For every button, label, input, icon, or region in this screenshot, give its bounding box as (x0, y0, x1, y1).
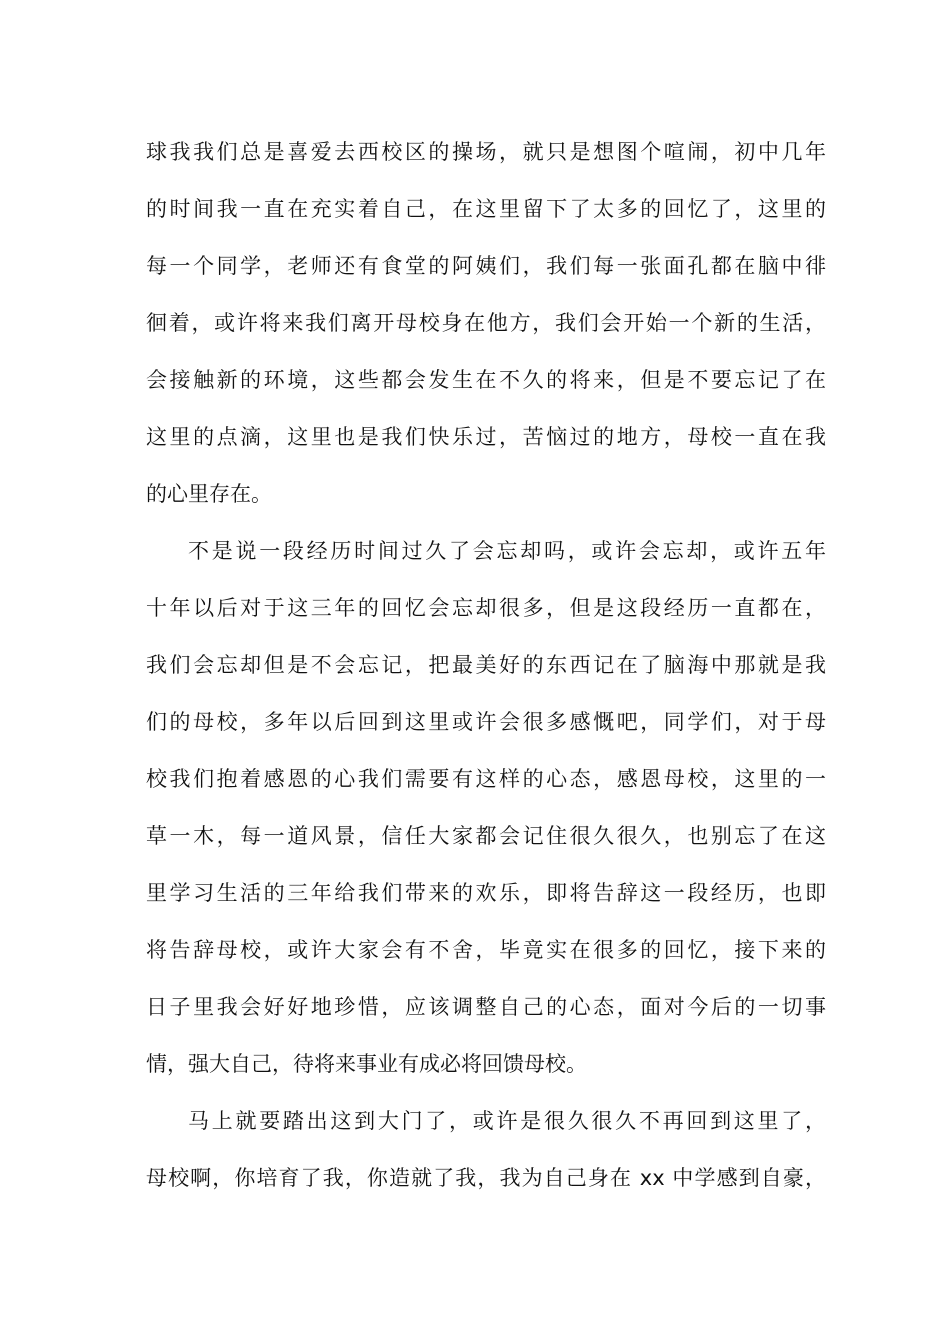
text-line: 我们会忘却但是不会忘记，把最美好的东西记在了脑海中那就是我 (146, 653, 826, 677)
text-line: 这里的点滴，这里也是我们快乐过，苦恼过的地方，母校一直在我 (146, 425, 826, 449)
text-line: 校我们抱着感恩的心我们需要有这样的心态，感恩母校，这里的一 (146, 767, 826, 791)
text-line: 徊着，或许将来我们离开母校身在他方，我们会开始一个新的生活， (146, 311, 826, 335)
paragraph-first-line: 马上就要踏出这到大门了，或许是很久很久不再回到这里了， (188, 1109, 826, 1133)
text-line: 会接触新的环境，这些都会发生在不久的将来，但是不要忘记了在 (146, 368, 826, 392)
text-line: 草一木，每一道风景，信任大家都会记住很久很久，也别忘了在这 (146, 824, 826, 848)
text-line: 里学习生活的三年给我们带来的欢乐，即将告辞这一段经历，也即 (146, 881, 826, 905)
text-line: 母校啊，你培育了我，你造就了我，我为自己身在 xx 中学感到自豪， (146, 1166, 826, 1190)
text-line: 的时间我一直在充实着自己，在这里留下了太多的回忆了，这里的 (146, 197, 826, 221)
text-line: 球我我们总是喜爱去西校区的操场，就只是想图个喧闹，初中几年 (146, 140, 826, 164)
text-line: 将告辞母校，或许大家会有不舍，毕竟实在很多的回忆，接下来的 (146, 938, 826, 962)
text-line: 们的母校，多年以后回到这里或许会很多感慨吧，同学们，对于母 (146, 710, 826, 734)
text-line: 的心里存在。 (146, 482, 272, 506)
text-line: 十年以后对于这三年的回忆会忘却很多，但是这段经历一直都在， (146, 596, 826, 620)
text-line: 情，强大自己，待将来事业有成必将回馈母校。 (146, 1052, 587, 1076)
paragraph-first-line: 不是说一段经历时间过久了会忘却吗，或许会忘却，或许五年 (188, 539, 826, 563)
text-line: 日子里我会好好地珍惜，应该调整自己的心态，面对今后的一切事 (146, 995, 826, 1019)
text-line: 每一个同学，老师还有食堂的阿姨们，我们每一张面孔都在脑中徘 (146, 254, 826, 278)
